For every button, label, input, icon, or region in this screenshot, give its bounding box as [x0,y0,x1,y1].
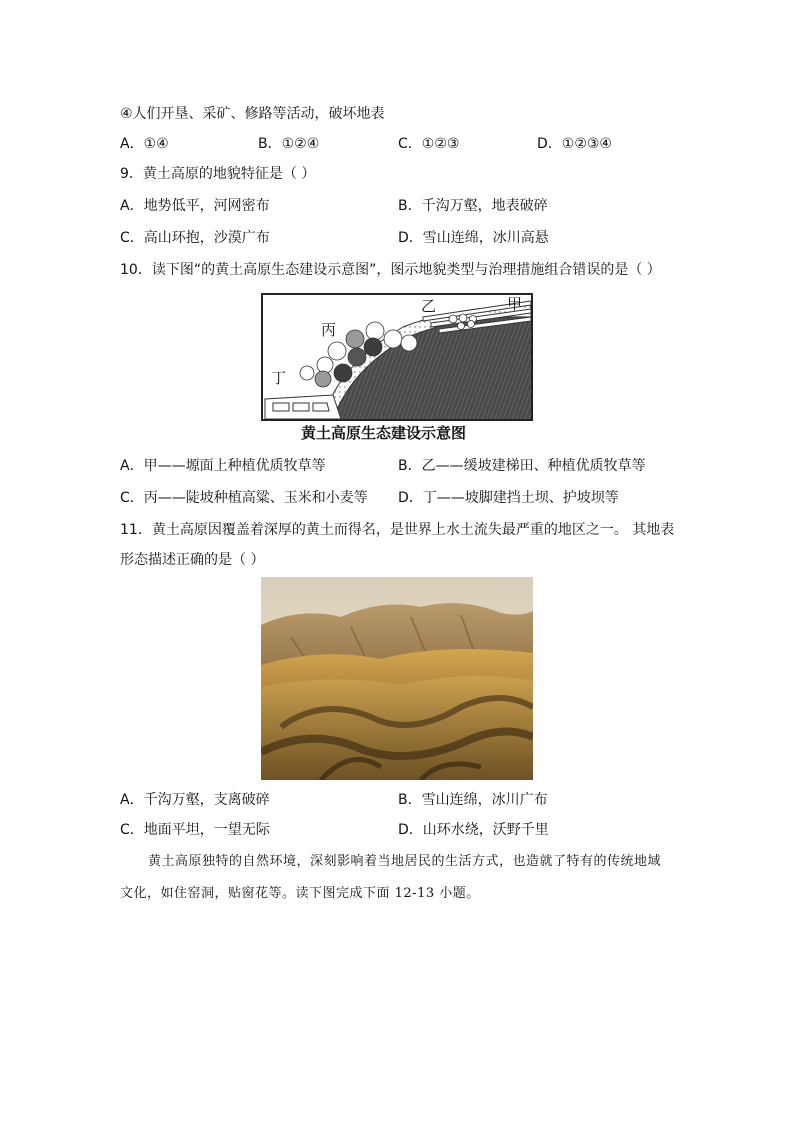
label-bing: 丙 [321,321,337,339]
q11-option-d[interactable]: D．山环水绕，沃野千里 [398,822,549,838]
q9-option-d[interactable]: D．雪山连绵，冰川高悬 [398,230,549,246]
q8-option-a[interactable]: A．①④ [120,136,169,152]
ecology-diagram [261,293,533,421]
q9-option-c[interactable]: C．高山环抱，沙漠广布 [120,230,270,246]
label-ding: 丁 [271,369,287,387]
label-jia: 甲 [507,295,523,313]
q8-option-b[interactable]: B．①②④ [258,136,320,152]
q11-option-b[interactable]: B．雪山连绵，冰川广布 [398,792,548,808]
loess-landscape [261,577,533,780]
q11-stem-line2: 形态描述正确的是（ ） [120,552,265,568]
q11-option-c[interactable]: C．地面平坦，一望无际 [120,822,270,838]
loess-plateau-photo [261,577,533,780]
q10-option-c[interactable]: C．丙——陡坡种植高粱、玉米和小麦等 [120,490,368,506]
q8-option-d[interactable]: D．①②③④ [537,136,612,152]
q8-option-c[interactable]: C．①②③ [398,136,460,152]
check-dam [265,395,341,419]
q10-option-a[interactable]: A．甲——塬面上种植优质牧草等 [120,458,326,474]
q11-stem-line1: 11．黄土高原因覆盖着深厚的黄土而得名，是世界上水土流失最严重的地区之一。 其地表 [120,522,675,538]
q10-stem: 10．读下图“的黄土高原生态建设示意图”，图示地貌类型与治理措施组合错误的是（ ） [120,262,661,278]
q11-option-a[interactable]: A．千沟万壑，支离破碎 [120,792,270,808]
q10-option-d[interactable]: D．丁——坡脚建挡土坝、护坡坝等 [398,490,619,506]
ecology-diagram-drawing [263,295,531,419]
passage-line1: 黄土高原独特的自然环境，深刻影响着当地居民的生活方式，也造就了特有的传统地域 [148,854,662,869]
figure-caption: 黄土高原生态建设示意图 [301,424,467,442]
passage-line2: 文化，如住窑洞，贴窗花等。读下图完成下面 12-13 小题。 [120,886,480,901]
q9-stem: 9．黄土高原的地貌特征是（ ） [120,166,316,182]
label-yi: 乙 [421,297,437,315]
q9-option-b[interactable]: B．千沟万壑，地表破碎 [398,198,548,214]
q8-item-4: ④人们开垦、采矿、修路等活动，破坏地表 [120,106,385,122]
q10-option-b[interactable]: B．乙——缓坡建梯田、种植优质牧草等 [398,458,646,474]
q9-option-a[interactable]: A．地势低平，河网密布 [120,198,270,214]
